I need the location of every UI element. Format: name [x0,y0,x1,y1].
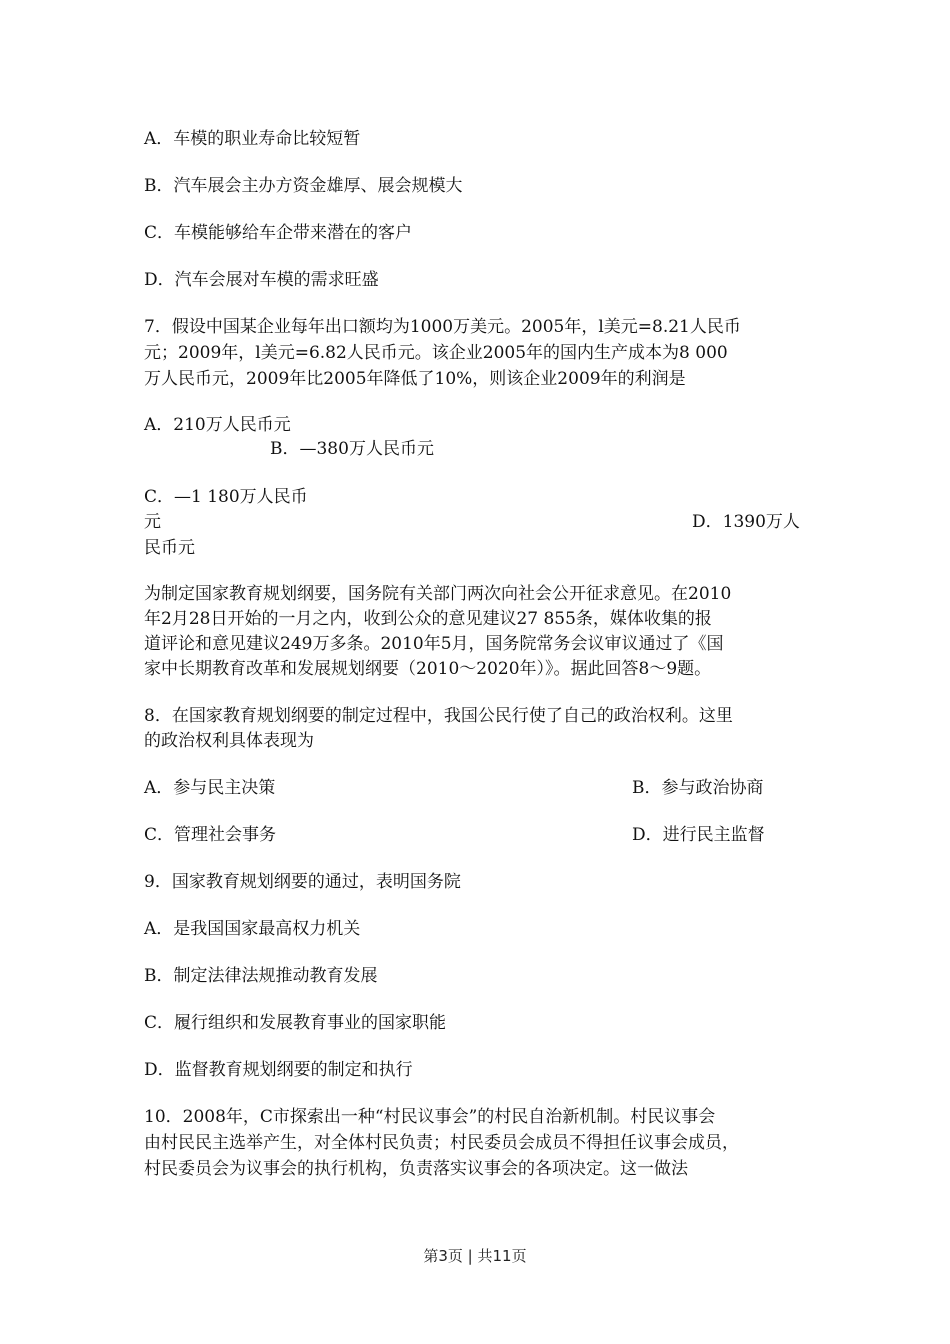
q6-option-d: D．汽车会展对车模的需求旺盛 [144,270,379,290]
q9-option-a: A．是我国国家最高权力机关 [144,919,361,939]
q7-option-c-continued: 元 [144,512,161,532]
q8-option-c: C．管理社会事务 [144,825,277,845]
q7-option-b: B．—380万人民币元 [270,439,434,459]
q7-option-d: D．1390万人 [692,512,800,532]
q9-option-b: B．制定法律法规推动教育发展 [144,966,378,986]
q6-option-a: A．车模的职业寿命比较短暂 [144,129,361,149]
q7-option-a: A．210万人民币元 [144,415,291,435]
q8-option-d: D．进行民主监督 [632,825,765,845]
passage-line-2: 年2月28日开始的一月之内，收到公众的意见建议27 855条，媒体收集的报 [144,609,712,629]
q8-option-a: A．参与民主决策 [144,778,276,798]
page-footer: 第3页 | 共11页 [423,1247,527,1265]
q7-stem-line-2: 元；2009年，l美元=6.82人民币元。该企业2005年的国内生产成本为8 000 [144,343,728,363]
q7-stem-line-1: 7．假设中国某企业每年出口额均为1000万美元。2005年，l美元=8.21人民币 [144,317,741,337]
q7-stem-line-3: 万人民币元，2009年比2005年降低了10%，则该企业2009年的利润是 [144,369,686,389]
passage-line-3: 道评论和意见建议249万多条。2010年5月，国务院常务会议审议通过了《国 [144,634,724,654]
q9-option-d: D．监督教育规划纲要的制定和执行 [144,1060,413,1080]
q7-option-c: C．—1 180万人民币 [144,487,308,507]
q10-stem-line-1: 10．2008年，C市探索出一种“村民议事会”的村民自治新机制。村民议事会 [144,1107,716,1127]
q9-stem: 9．国家教育规划纲要的通过，表明国务院 [144,872,461,892]
q7-option-d-continued: 民币元 [144,538,195,558]
q6-option-c: C．车模能够给车企带来潜在的客户 [144,223,413,243]
q10-stem-line-3: 村民委员会为议事会的执行机构，负责落实议事会的各项决定。这一做法 [144,1159,688,1179]
q8-stem-line-1: 8．在国家教育规划纲要的制定过程中，我国公民行使了自己的政治权利。这里 [144,706,733,726]
q10-stem-line-2: 由村民民主选举产生，对全体村民负责；村民委员会成员不得担任议事会成员， [144,1133,739,1153]
q8-stem-line-2: 的政治权利具体表现为 [144,731,314,751]
q8-option-b: B．参与政治协商 [632,778,764,798]
q9-option-c: C．履行组织和发展教育事业的国家职能 [144,1013,447,1033]
passage-line-4: 家中长期教育改革和发展规划纲要（2010～2020年）》。据此回答8～9题。 [144,659,712,679]
q6-option-b: B．汽车展会主办方资金雄厚、展会规模大 [144,176,463,196]
passage-line-1: 为制定国家教育规划纲要，国务院有关部门两次向社会公开征求意见。在2010 [144,584,732,604]
